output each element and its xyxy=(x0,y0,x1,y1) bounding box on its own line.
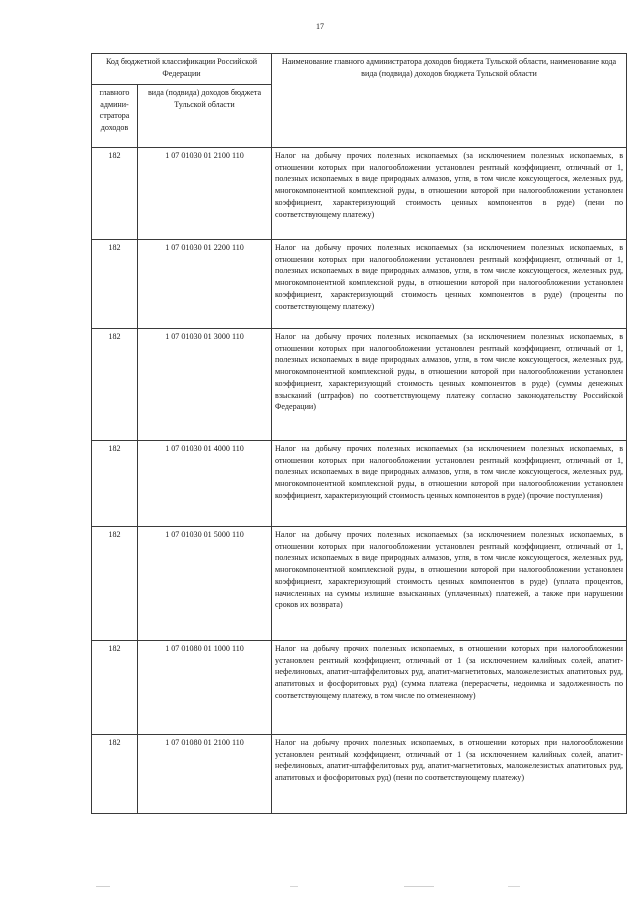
income-name-cell: Налог на добычу прочих полезных ископаемых (за исключением полезных ископаемых, в отношении которых при налогообложении установлен рентный коэффициент, отличный от 1, полезных ископаемых в виде природных алмазов, угля, в том числе коксующегося, железных руд, многокомпонентной комплексной руды, в отношении которой при налогообложении установлен коэффициент, характеризующий стоимость ценных компонентов в руде) (пени по соответствующему платежу) xyxy=(272,148,627,240)
table-row xyxy=(92,329,627,441)
income-code-cell: 1 07 01030 01 2200 110 xyxy=(138,240,272,329)
income-name-cell: Налог на добычу прочих полезных ископаемых, в отношении которых при налогообложении установлен рентный коэффициент, отличный от 1 (за исключением калийных солей, апатит-нефелиновых, апатит-штаффелитовых руд, апатит-магнетитовых, маложелезистых апатитовых руд, апатитовых и фосфоритовых руд) (пени по соответствующему платежу) xyxy=(272,735,627,814)
table-row xyxy=(92,527,627,641)
header-name-group: Наименование главного администратора доходов бюджета Тульской области, наименование кода вида (подвида) доходов бюджета Тульской области xyxy=(272,54,627,148)
income-name-cell: Налог на добычу прочих полезных ископаемых (за исключением полезных ископаемых, в отношении которых при налогообложении установлен рентный коэффициент, отличный от 1, полезных ископаемых в виде природных алмазов, угля, в том числе коксующегося, железных руд, многокомпонентной комплексной руды, в отношении которой при налогообложении установлен коэффициент, характеризующий стоимость ценных компонентов в руде) (уплата процентов, начисленных на суммы излишне взысканных (уплаченных) платежей, а также при нарушении сроков их возврата) xyxy=(272,527,627,641)
scan-noise-marks xyxy=(0,885,640,889)
table-row xyxy=(92,735,627,814)
table-row xyxy=(92,641,627,735)
admin-code-cell: 182 xyxy=(92,527,138,641)
income-code-cell: 1 07 01030 01 4000 110 xyxy=(138,441,272,527)
income-code-cell: 1 07 01030 01 5000 110 xyxy=(138,527,272,641)
page-number: 17 xyxy=(316,22,324,31)
admin-code-cell: 182 xyxy=(92,441,138,527)
income-name-cell: Налог на добычу прочих полезных ископаемых (за исключением полезных ископаемых, в отношении которых при налогообложении установлен рентный коэффициент, отличный от 1, полезных ископаемых в виде природных алмазов, угля, в том числе коксующегося, железных руд, многокомпонентной комплексной руды, в отношении которой при налогообложении установлен коэффициент, характеризующий стоимость ценных компонентов в руде) (прочие поступления) xyxy=(272,441,627,527)
income-name-cell: Налог на добычу прочих полезных ископаемых (за исключением полезных ископаемых, в отношении которых при налогообложении установлен рентный коэффициент, отличный от 1, полезных ископаемых в виде природных алмазов, угля, в том числе коксующегося, железных руд, многокомпонентной комплексной руды, в отношении которой при налогообложении установлен коэффициент, характеризующий стоимость ценных компонентов в руде) (проценты по соответствующему платежу) xyxy=(272,240,627,329)
header-code-group: Код бюджетной классификации Российской Федерации xyxy=(92,54,272,85)
admin-code-cell: 182 xyxy=(92,735,138,814)
admin-code-cell: 182 xyxy=(92,240,138,329)
income-code-cell: 1 07 01030 01 2100 110 xyxy=(138,148,272,240)
income-name-cell: Налог на добычу прочих полезных ископаемых (за исключением полезных ископаемых, в отношении которых при налогообложении установлен рентный коэффициент, отличный от 1, полезных ископаемых в виде природных алмазов, угля, в том числе коксующегося, железных руд, многокомпонентной комплексной руды, в отношении которой при налогообложении установлен коэффициент, характеризующий стоимость ценных компонентов в руде) (суммы денежных взысканий (штрафов) по соответствующему платежу согласно законодательству Российской Федерации) xyxy=(272,329,627,441)
admin-code-cell: 182 xyxy=(92,641,138,735)
income-code-cell: 1 07 01080 01 1000 110 xyxy=(138,641,272,735)
income-code-cell: 1 07 01030 01 3000 110 xyxy=(138,329,272,441)
budget-classification-table xyxy=(91,53,627,814)
header-admin-column: главного админи-стратора доходов xyxy=(92,85,138,148)
admin-code-cell: 182 xyxy=(92,329,138,441)
admin-code-cell: 182 xyxy=(92,148,138,240)
header-code-column: вида (подвида) доходов бюджета Тульской области xyxy=(138,85,272,148)
income-name-cell: Налог на добычу прочих полезных ископаемых, в отношении которых при налогообложении установлен рентный коэффициент, отличный от 1 (за исключением калийных солей, апатит-нефелиновых, апатит-штаффелитовых руд, апатит-магнетитовых, маложелезистых апатитовых руд, апатитовых и фосфоритовых руд) (сумма платежа (перерасчеты, недоимка и задолженность по соответствующему платежу, в том числе по отмененному) xyxy=(272,641,627,735)
table-row xyxy=(92,240,627,329)
income-code-cell: 1 07 01080 01 2100 110 xyxy=(138,735,272,814)
table-row xyxy=(92,148,627,240)
table-row xyxy=(92,441,627,527)
